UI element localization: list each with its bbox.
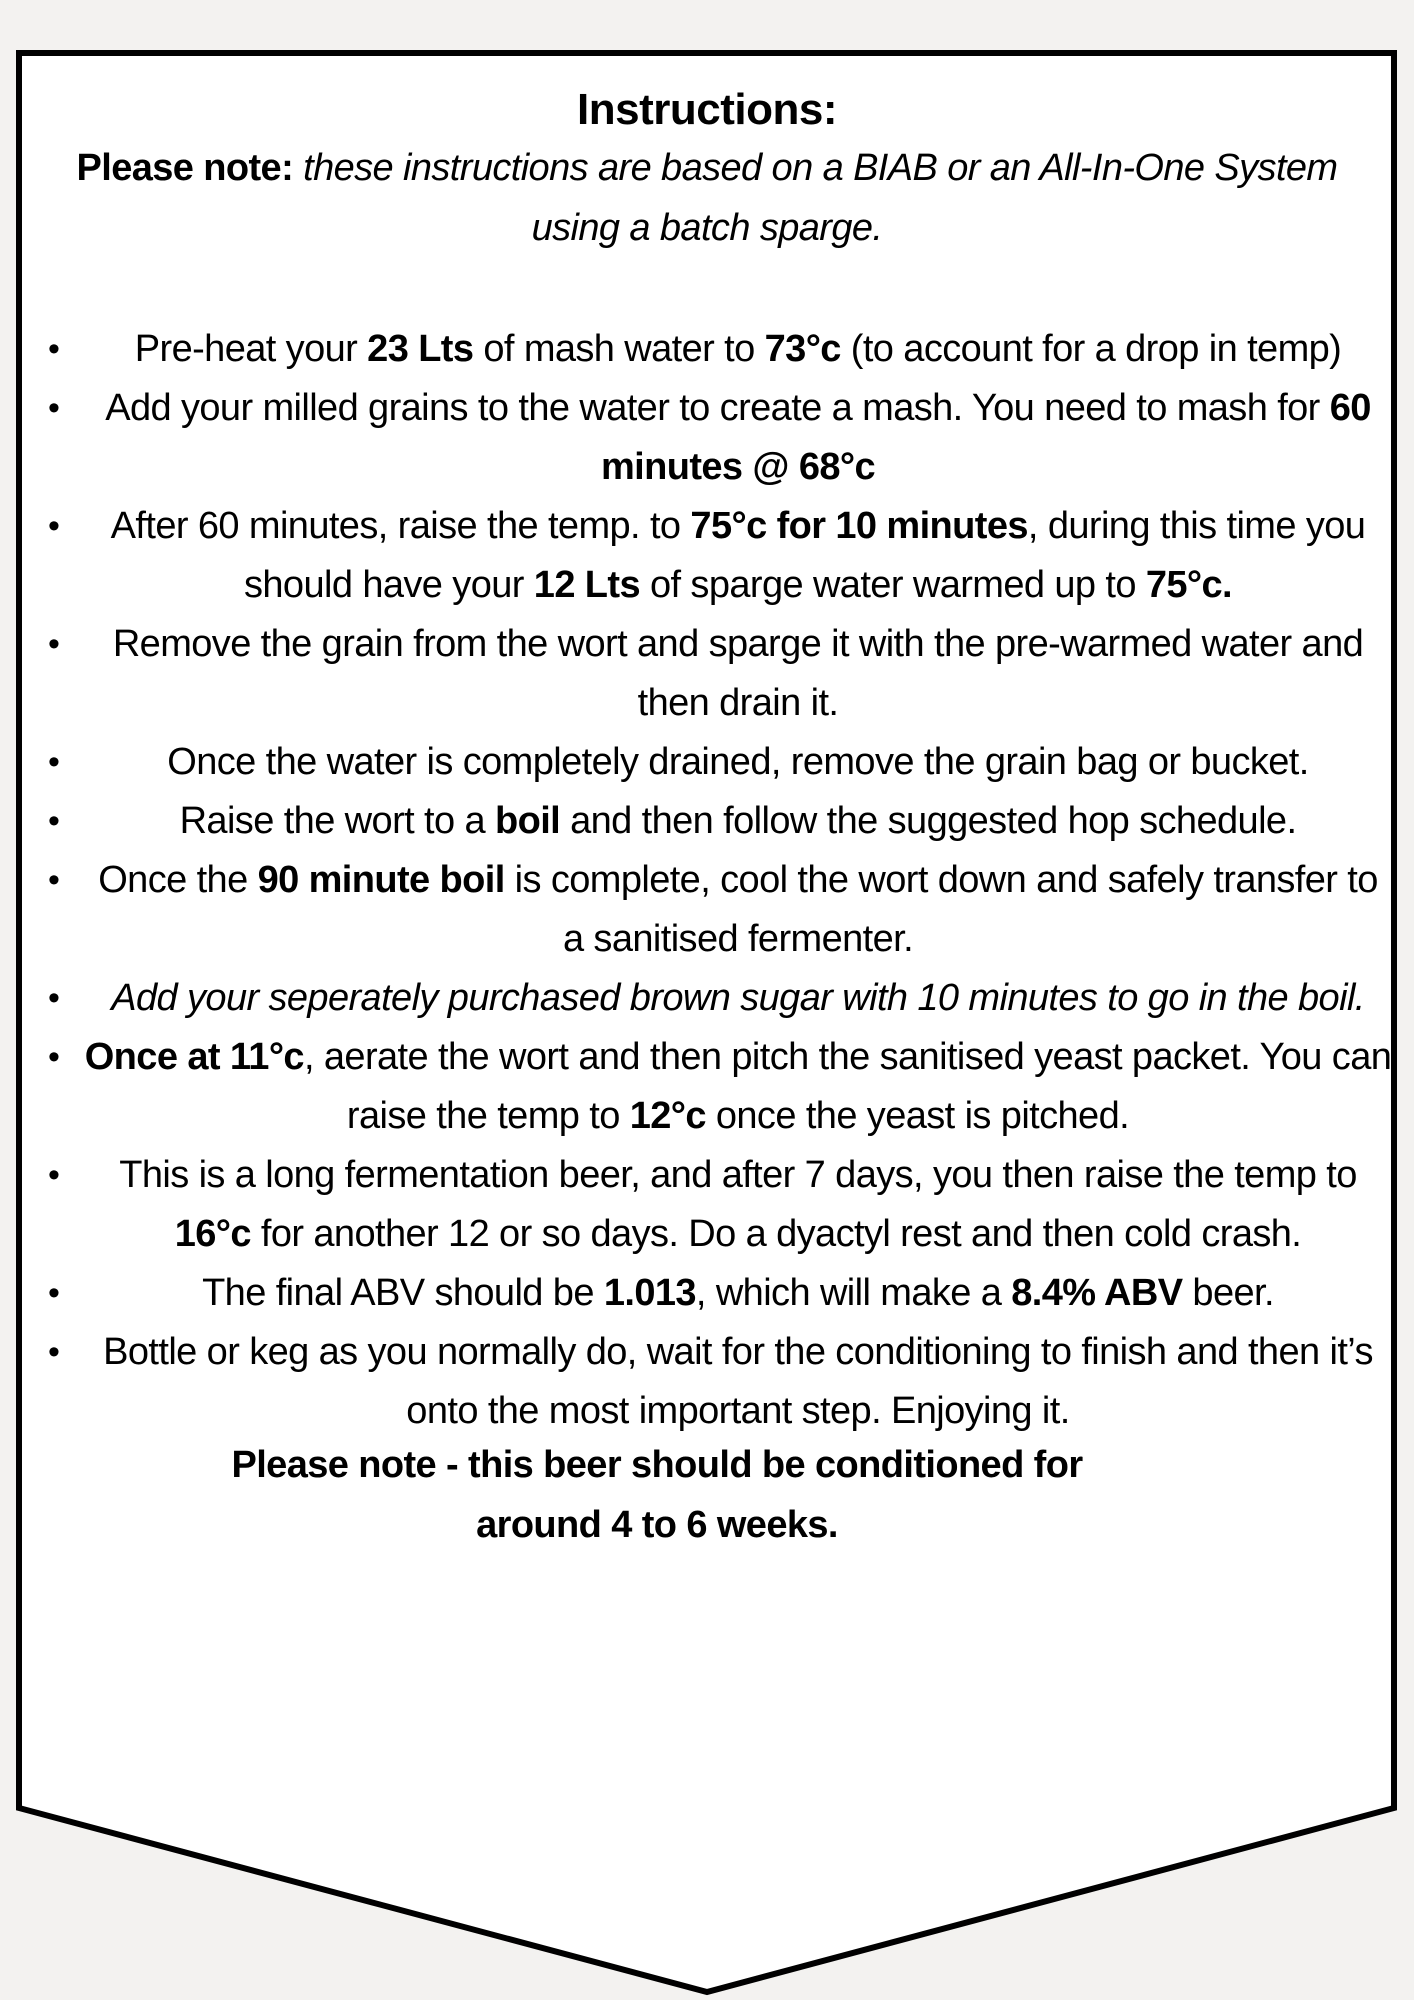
- step-text: [84, 1146, 1392, 1264]
- step-text-segment: Pre-heat your: [134, 328, 368, 370]
- step-text-segment: Once the water is completely drained, remove the grain bag or bucket.: [167, 741, 1309, 783]
- step-text: [84, 1028, 1392, 1146]
- instruction-step: [22, 969, 1392, 1028]
- step-text-segment: Add your milled grains to the water to create a mash. You need to mash for: [105, 387, 1330, 429]
- instruction-steps-list: [22, 320, 1392, 1441]
- step-text-segment: Bottle or keg as you normally do, wait for the conditioning to finish and then it’s onto the most important step. Enjoying it.: [103, 1331, 1373, 1432]
- emphasis-text: 8.4% ABV: [1011, 1272, 1183, 1314]
- step-text: [84, 320, 1392, 379]
- emphasis-text: 1.013: [603, 1272, 696, 1314]
- instruction-step: [22, 379, 1392, 497]
- step-text: [84, 1264, 1392, 1323]
- bullet-icon: •: [48, 389, 60, 427]
- step-text-segment: This is a long fermentation beer, and after 7 days, you then raise the temp to: [119, 1154, 1357, 1196]
- step-text-segment: of sparge water warmed up to: [640, 564, 1146, 606]
- bullet-icon: •: [48, 802, 60, 840]
- step-text-segment: After 60 minutes, raise the temp. to: [110, 505, 691, 547]
- emphasis-text: 75°c for 10 minutes: [690, 505, 1028, 547]
- emphasis-text: 90 minute boil: [257, 859, 505, 901]
- step-text-segment: (to account for a drop in temp): [840, 328, 1342, 370]
- bullet-icon: •: [48, 625, 60, 663]
- instruction-step: [22, 851, 1392, 969]
- bullet-icon: •: [48, 979, 60, 1017]
- step-text-segment: Remove the grain from the wort and sparge it with the pre-warmed water and then drain it.: [112, 623, 1364, 724]
- emphasis-text: 23 Lts: [367, 328, 474, 370]
- emphasis-text: 12°c: [629, 1095, 706, 1137]
- bullet-icon: •: [48, 330, 60, 368]
- step-text-segment: Add your seperately purchased brown sugar with 10 minutes to go in the boil.: [111, 977, 1365, 1019]
- instruction-step: [22, 1264, 1392, 1323]
- intro-label: Please note:: [76, 147, 294, 189]
- step-text-segment: , aerate the wort and then pitch the sanitised yeast packet. You can raise the temp to: [303, 1036, 1392, 1137]
- step-text: [84, 1323, 1392, 1441]
- emphasis-text: 60 minutes @ 68°c: [600, 387, 1371, 488]
- instruction-step: [22, 320, 1392, 379]
- instruction-step: [22, 497, 1392, 615]
- instruction-step: [22, 615, 1392, 733]
- step-text: [84, 497, 1392, 615]
- step-text-segment: once the yeast is pitched.: [705, 1095, 1130, 1137]
- step-text-segment: Once the: [98, 859, 258, 901]
- emphasis-text: 16°c: [174, 1213, 251, 1255]
- step-text: [84, 792, 1392, 851]
- instruction-step: [22, 792, 1392, 851]
- emphasis-text: 12 Lts: [533, 564, 641, 606]
- instruction-step: [22, 1146, 1392, 1264]
- bullet-icon: •: [48, 1333, 60, 1371]
- instructions-panel: [22, 52, 1392, 1555]
- emphasis-text: 75°c.: [1145, 564, 1232, 606]
- bullet-icon: •: [48, 1038, 60, 1076]
- step-text-segment: of mash water to: [473, 328, 765, 370]
- instruction-step: [22, 1028, 1392, 1146]
- step-text-segment: beer.: [1182, 1272, 1274, 1314]
- instruction-step: [22, 733, 1392, 792]
- conditioning-note: Please note - this beer should be conditioned for around 4 to 6 weeks.: [231, 1444, 1083, 1546]
- emphasis-text: 73°c: [764, 328, 841, 370]
- bullet-icon: •: [48, 1156, 60, 1194]
- step-text-segment: is complete, cool the wort down and safely transfer to a sanitised fermenter.: [504, 859, 1378, 960]
- step-text-segment: and then follow the suggested hop schedule.: [560, 800, 1297, 842]
- step-text-segment: The final ABV should be: [202, 1272, 604, 1314]
- bullet-icon: •: [48, 743, 60, 781]
- intro-note: [40, 138, 1374, 258]
- step-text: [84, 969, 1392, 1028]
- bullet-icon: •: [48, 1274, 60, 1312]
- step-text-segment: for another 12 or so days. Do a dyactyl rest and then cold crash.: [250, 1213, 1302, 1255]
- step-text: [84, 615, 1392, 733]
- step-text: [84, 379, 1392, 497]
- step-text: [84, 733, 1392, 792]
- step-text-segment: , which will make a: [695, 1272, 1012, 1314]
- intro-text: these instructions are based on a BIAB or an All-In-One System using a batch sparge.: [293, 147, 1338, 249]
- bullet-icon: •: [48, 507, 60, 545]
- step-text-segment: , during this time you should have your: [244, 505, 1366, 606]
- page-title: Instructions:: [577, 85, 837, 134]
- instruction-step: [22, 1323, 1392, 1441]
- bullet-icon: •: [48, 861, 60, 899]
- step-text-segment: Raise the wort to a: [179, 800, 495, 842]
- step-text: [84, 851, 1392, 969]
- emphasis-text: boil: [494, 800, 561, 842]
- emphasis-text: Once at 11°c: [84, 1036, 304, 1078]
